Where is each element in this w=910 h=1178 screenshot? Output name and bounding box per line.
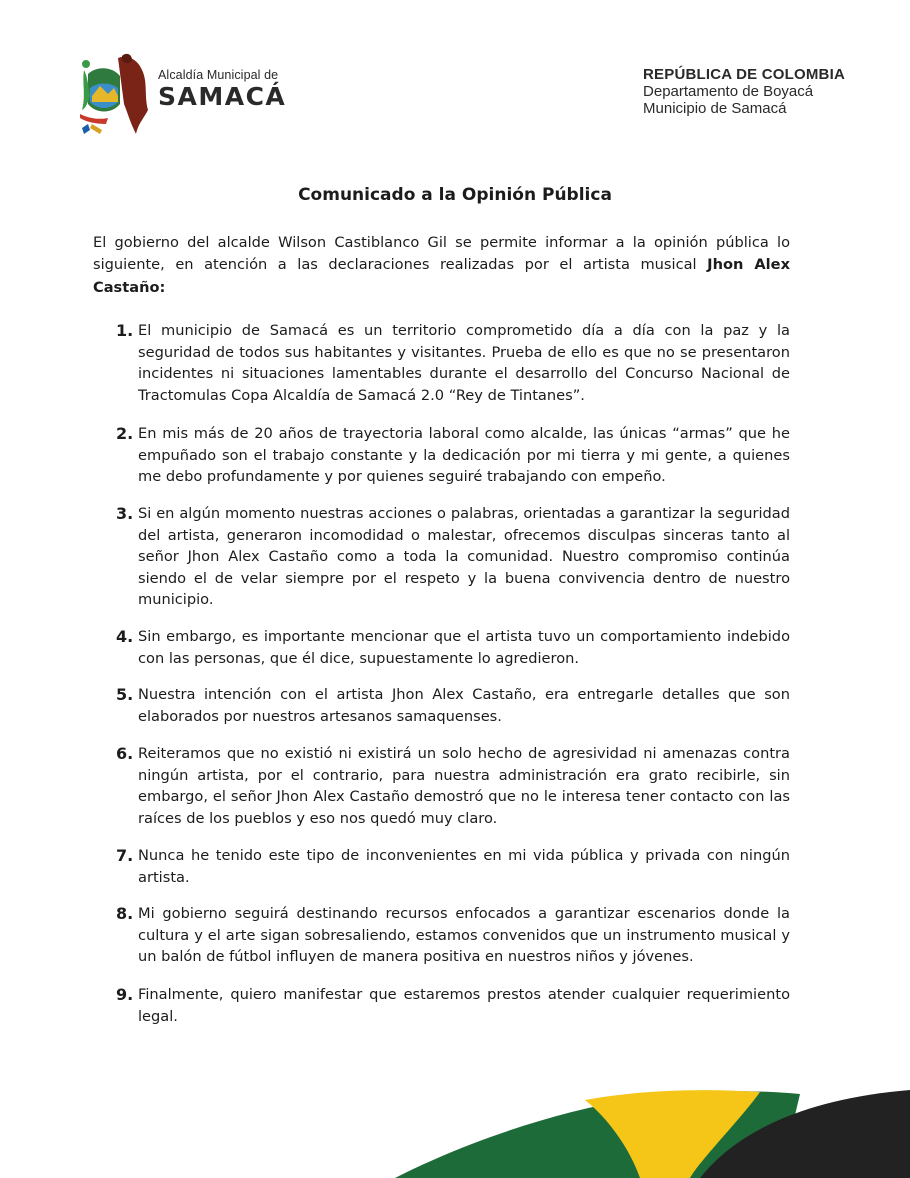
list-item-number: 1. <box>116 321 134 340</box>
list-item-number: 6. <box>116 744 134 763</box>
list-item-number: 2. <box>116 424 134 443</box>
list-item-text: Mi gobierno seguirá destinando recursos enfocados a garantizar escenarios donde la cultura y el arte sigan sobresaliendo, estamos convenidos que un instrumento musical y un balón de fútbol influyen de manera positiva en nuestros niños y jóvenes. <box>138 905 790 965</box>
list-item-text: Sin embargo, es importante mencionar que el artista tuvo un comportamiento indebido con las personas, que él dice, supuestamente lo agredieron. <box>138 628 790 667</box>
list-item <box>116 503 790 611</box>
document-title: Comunicado a la Opinión Pública <box>298 185 612 205</box>
intro-text: El gobierno del alcalde Wilson Castiblanco Gil se permite informar a la opinión pública lo siguiente, en atención a las declaraciones realizadas por el artista musical <box>93 234 790 274</box>
list-item-text: El municipio de Samacá es un territorio comprometido día a día con la paz y la seguridad de todos sus habitantes y visitantes. Prueba de ello es que no se presentaron incidentes ni situaciones lamentables durante el desarrollo del Concurso Nacional de Tractomulas Copa Alcaldía de Samacá 2.0 “Rey de Tintanes”. <box>138 322 790 404</box>
intro-bold: Jhon Alex Castaño: <box>93 256 790 296</box>
list-item <box>116 743 790 829</box>
list-item-number: 3. <box>116 504 134 523</box>
list-item <box>116 684 790 727</box>
footer-decoration <box>0 1060 910 1178</box>
list-item <box>116 984 790 1027</box>
list-item <box>116 320 790 406</box>
list-item <box>116 903 790 968</box>
header-department: Departamento de Boyacá <box>643 83 814 100</box>
list-item <box>116 423 790 488</box>
list-item-number: 8. <box>116 904 134 923</box>
header-municipality: Municipio de Samacá <box>643 100 787 117</box>
samaca-coat-of-arms-logo <box>78 52 150 136</box>
list-item-text: Reiteramos que no existió ni existirá un solo hecho de agresividad ni amenazas contra ningún artista, por el contrario, para nuestra administración era grato recibirle, sin embargo, el señor Jhon Alex Castaño demostró que no le interesa tener contacto con las raíces de los pueblos y eso nos quedó muy claro. <box>138 745 790 827</box>
list-item-text: Si en algún momento nuestras acciones o palabras, orientadas a garantizar la seguridad del artista, generaron incomodidad o malestar, ofrecemos disculpas sinceras tanto al señor Jhon Alex Castaño como a toda la comunidad. Nuestro compromiso continúa siendo el de velar siempre por el respeto y la buena convivencia dentro de nuestro municipio. <box>138 505 790 608</box>
list-item <box>116 845 790 888</box>
list-item-number: 4. <box>116 627 134 646</box>
list-item-text: Finalmente, quiero manifestar que estaremos prestos atender cualquier requerimiento legal. <box>138 986 790 1025</box>
list-item-number: 5. <box>116 685 134 704</box>
logo-text <box>158 68 286 111</box>
header-institution <box>643 66 845 117</box>
list-item-number: 7. <box>116 846 134 865</box>
list-item-text: En mis más de 20 años de trayectoria laboral como alcalde, las únicas “armas” que he empuñado son el trabajo constante y la dedicación por mi tierra y mi gente, a quienes me debo profundamente y por quienes seguiré trabajando con empeño. <box>138 425 790 485</box>
list-item-number: 9. <box>116 985 134 1004</box>
list-item-text: Nunca he tenido este tipo de inconvenientes en mi vida pública y privada con ningún artista. <box>138 847 790 886</box>
logo-title: SAMACÁ <box>158 82 287 111</box>
logo-subtitle: Alcaldía Municipal de <box>158 68 279 82</box>
header-country: REPÚBLICA DE COLOMBIA <box>643 66 845 83</box>
intro-paragraph <box>93 232 790 299</box>
list-item <box>116 626 790 669</box>
list-item-text: Nuestra intención con el artista Jhon Alex Castaño, era entregarle detalles que son elaborados por nuestros artesanos samaquenses. <box>138 686 790 725</box>
